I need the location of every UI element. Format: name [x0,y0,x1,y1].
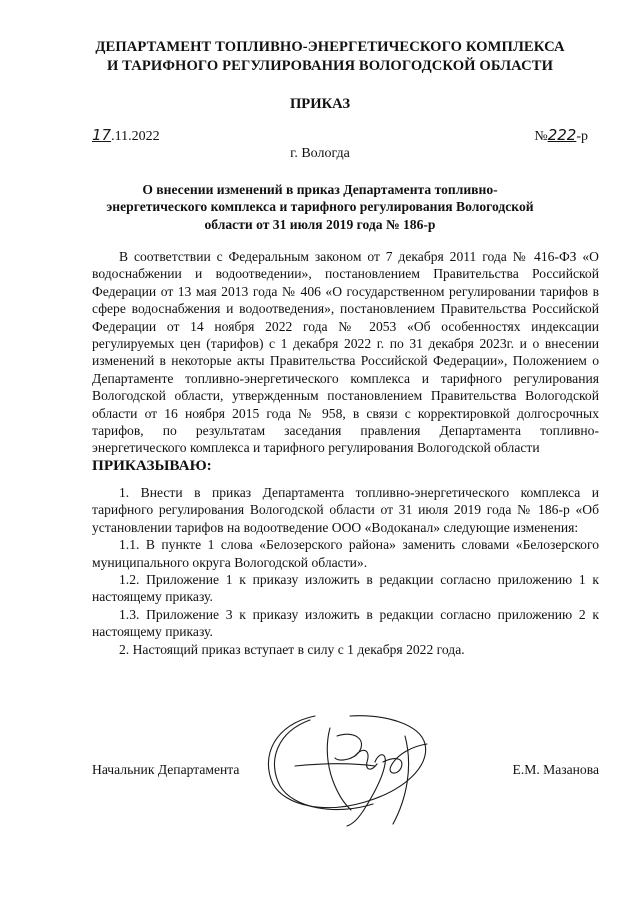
subject-line-3: области от 31 июля 2019 года № 186-р [204,216,436,232]
item-1-2: 1.2. Приложение 1 к приказу изложить в редакции согласно приложению 1 к настоящему приказу. [92,571,599,605]
order-body [92,248,599,658]
subject-line-1: О внесении изменений в приказ Департамента топливно- [142,182,498,197]
order-subject [100,181,540,233]
department-header [60,38,600,76]
order-date [92,126,160,145]
order-number [534,126,588,145]
order-title: ПРИКАЗ [289,96,351,112]
item-1: 1. Внести в приказ Департамента топливно-энергетического комплекса и тарифного регулирования Вологодской области от 31 июля 2019 года № 186-р «Об установлении тарифов на водоотведение ООО «Водоканал» следующие изменения: [92,484,599,535]
subject-line-2: энергетического комплекса и тарифного регулирования Вологодской [106,199,534,215]
number-suffix: -р [576,129,588,144]
signer-position: Начальник Департамента [92,762,240,777]
date-handwritten: 17 [92,126,112,144]
preamble-paragraph: В соответствии с Федеральным законом от 7 декабря 2011 года № 416-ФЗ «О водоснабжении и водоотведении», постановлением Правительства Российской Федерации от 13 мая 2013 года № 406 «О государственном регулировании тарифов в сфере водоснабжения и водоотведения», постановлением Правительства Российской Федерации от 14 ноября 2022 года № 2053 «Об особенностях индексации регулируемых цен (тарифов) с 1 декабря 2022 г. по 31 декабря 2023г. и о внесении изменений в некоторые акты Правительства Российской Федерации», Положением о Департаменте топливно-энергетического комплекса и тарифного регулирования Вологодской области, утвержденным постановлением Правительства Вологодской области от 16 ноября 2015 года № 958, в связи с корректировкой долгосрочных тарифов, по результатам заседания правления Департамента топливно-энергетического комплекса и тарифного регулирования Вологодской области [92,249,599,456]
city: г. Вологда [290,146,350,161]
handwritten-signature [255,706,460,834]
department-line-2: И ТАРИФНОГО РЕГУЛИРОВАНИЯ ВОЛОГОДСКОЙ ОБЛАСТИ [106,58,554,74]
item-1-1: 1.1. В пункте 1 слова «Белозерского района» заменить словами «Белозерского муниципального округа Вологодской области». [92,537,599,570]
item-2: 2. Настоящий приказ вступает в силу с 1 декабря 2022 года. [119,641,465,657]
number-handwritten: 222 [547,126,577,144]
department-line-1: ДЕПАРТАМЕНТ ТОПЛИВНО-ЭНЕРГЕТИЧЕСКОГО КОМПЛЕКСА [95,39,565,55]
signer-name: Е.М. Мазанова [512,762,599,777]
prikazyvayu-heading: ПРИКАЗЫВАЮ: [92,456,212,474]
item-1-3: 1.3. Приложение 3 к приказу изложить в редакции согласно приложению 2 к настоящему приказу. [92,606,599,640]
date-printed: .11.2022 [111,129,160,144]
number-prefix: № [534,129,548,144]
